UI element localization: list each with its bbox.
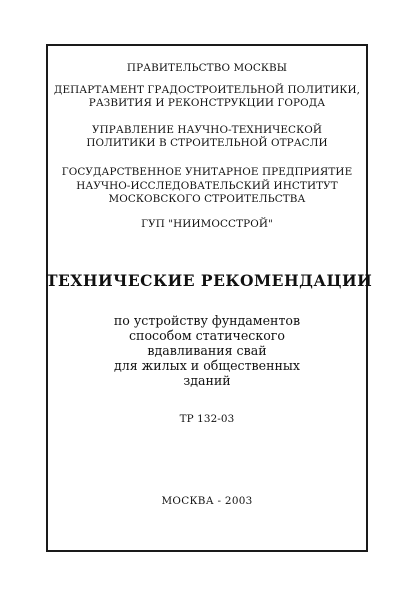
- document-subtitle-line-3: вдавливания свай: [147, 343, 267, 358]
- government-name: ПРАВИТЕЛЬСТВО МОСКВЫ: [126, 62, 288, 74]
- directorate-name-line-1: УПРАВЛЕНИЕ НАУЧНО-ТЕХНИЧЕСКОЙ: [91, 124, 323, 136]
- enterprise-name-line-2: НАУЧНО-ИССЛЕДОВАТЕЛЬСКИЙ ИНСТИТУТ: [76, 180, 338, 192]
- document-subtitle-line-5: зданий: [183, 373, 231, 388]
- document-subtitle-line-4: для жилых и общественных: [113, 358, 300, 373]
- enterprise-name-line-1: ГОСУДАРСТВЕННОЕ УНИТАРНОЕ ПРЕДПРИЯТИЕ: [61, 166, 353, 178]
- cover-border: [46, 44, 373, 552]
- document-code: ТР 132-03: [179, 413, 235, 425]
- document-subtitle-line-1: по устройству фундаментов: [113, 313, 301, 328]
- directorate-name-line-2: ПОЛИТИКИ В СТРОИТЕЛЬНОЙ ОТРАСЛИ: [86, 137, 328, 149]
- enterprise-short-name: ГУП "НИИМОССТРОЙ": [141, 218, 273, 230]
- document-title: ТЕХНИЧЕСКИЕ РЕКОМЕНДАЦИИ: [46, 271, 373, 290]
- department-name-line-1: ДЕПАРТАМЕНТ ГРАДОСТРОИТЕЛЬНОЙ ПОЛИТИКИ,: [53, 84, 361, 96]
- document-subtitle-line-2: способом статического: [129, 328, 285, 343]
- department-name-line-2: РАЗВИТИЯ И РЕКОНСТРУКЦИИ ГОРОДА: [88, 97, 326, 109]
- place-and-year: МОСКВА - 2003: [161, 495, 253, 507]
- enterprise-name-line-3: МОСКОВСКОГО СТРОИТЕЛЬСТВА: [108, 193, 306, 205]
